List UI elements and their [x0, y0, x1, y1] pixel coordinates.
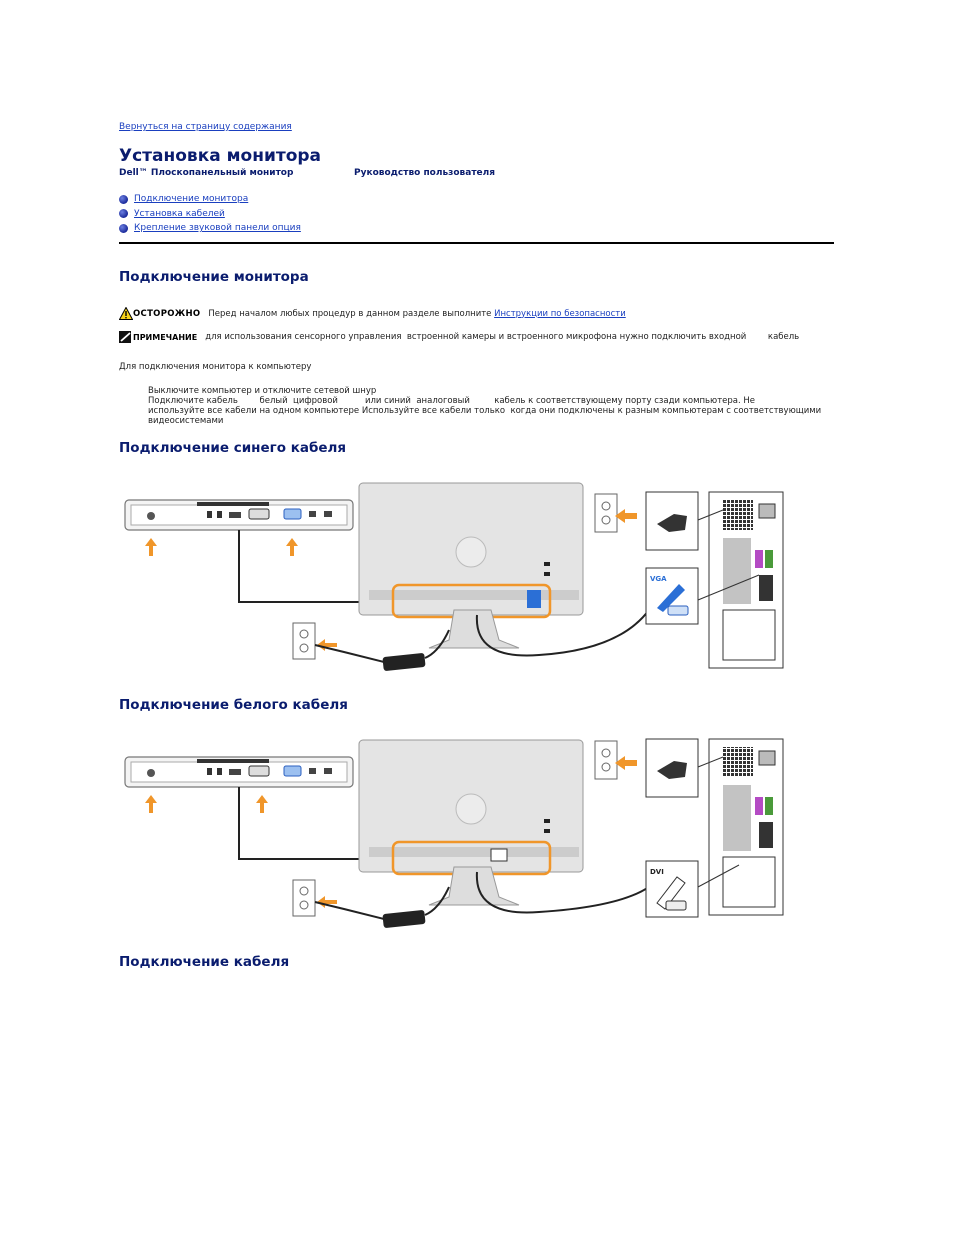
caution-text: Перед началом любых процедур в данном разделе выполните [208, 308, 492, 319]
step-line: Выключите компьютер и отключите сетевой шнур [148, 386, 377, 396]
bullet-icon [119, 224, 128, 233]
note-label: ПРИМЕЧАНИЕ [133, 332, 198, 342]
power-outlet-illustration [595, 494, 637, 532]
caution-notice [119, 307, 626, 320]
vga-connector-closeup [646, 568, 698, 624]
back-to-contents-link[interactable]: Вернуться на страницу содержания [119, 122, 292, 132]
arrow-icon [145, 538, 298, 556]
divider [119, 242, 834, 244]
subsection-heading-cable: Подключение кабеля [119, 954, 290, 970]
toc-link-connect[interactable]: Подключение монитора [134, 194, 249, 205]
warning-icon [119, 307, 133, 320]
toc-item [119, 192, 301, 207]
pc-tower-illustration [709, 739, 783, 915]
step-line: видеосистемами [148, 416, 224, 426]
subsection-heading-white-cable: Подключение белого кабеля [119, 697, 348, 713]
power-outlet-illustration [293, 623, 337, 659]
bullet-icon [119, 209, 128, 218]
page-title: Установка монитора [119, 146, 322, 166]
intro-text: Для подключения монитора к компьютеру [119, 362, 312, 372]
note-notice [119, 331, 799, 343]
connector-panel-illustration [125, 500, 353, 530]
connector-label: DVI [650, 868, 664, 876]
toc-item [119, 207, 301, 222]
safety-instructions-link[interactable]: Инструкции по безопасности [494, 308, 626, 319]
power-adapter [382, 910, 425, 928]
connector-panel-illustration [125, 757, 353, 787]
subsection-heading-blue-cable: Подключение синего кабеля [119, 440, 347, 456]
toc-link-cables[interactable]: Установка кабелей [134, 208, 225, 219]
dvi-connector-closeup [646, 861, 698, 917]
step-line: Подключите кабель белый цифровой или синий аналоговый кабель к соответствующему порту сзади компьютера. Не [148, 396, 756, 406]
connector-label: VGA [650, 575, 667, 583]
guide-name: Руководство пользователя [354, 168, 496, 178]
section-heading: Подключение монитора [119, 269, 309, 285]
caution-label: ОСТОРОЖНО [133, 308, 201, 319]
bullet-icon [119, 195, 128, 204]
steps-list [148, 386, 821, 426]
vga-connection-diagram [119, 480, 789, 675]
monitor-back-illustration [359, 740, 583, 905]
arrow-icon [145, 795, 268, 813]
note-pencil-icon [119, 331, 133, 343]
product-name: Dell™ Плоскопанельный монитор [119, 168, 294, 178]
dvi-connection-diagram [119, 737, 789, 932]
note-text: для использования сенсорного управления встроенной камеры и встроенного микрофона нужно подключить входной кабель [205, 332, 800, 342]
monitor-back-illustration [359, 483, 583, 648]
power-adapter [382, 653, 425, 671]
power-outlet-illustration [595, 741, 637, 779]
toc-list [119, 192, 301, 236]
step-line: используйте все кабели на одном компьютере Используйте все кабели только когда они подключены к разным компьютерам с соответствующими [148, 406, 822, 416]
toc-link-soundbar[interactable]: Крепление звуковой панели опция [134, 223, 301, 234]
power-outlet-illustration [293, 880, 337, 916]
toc-item [119, 221, 301, 236]
